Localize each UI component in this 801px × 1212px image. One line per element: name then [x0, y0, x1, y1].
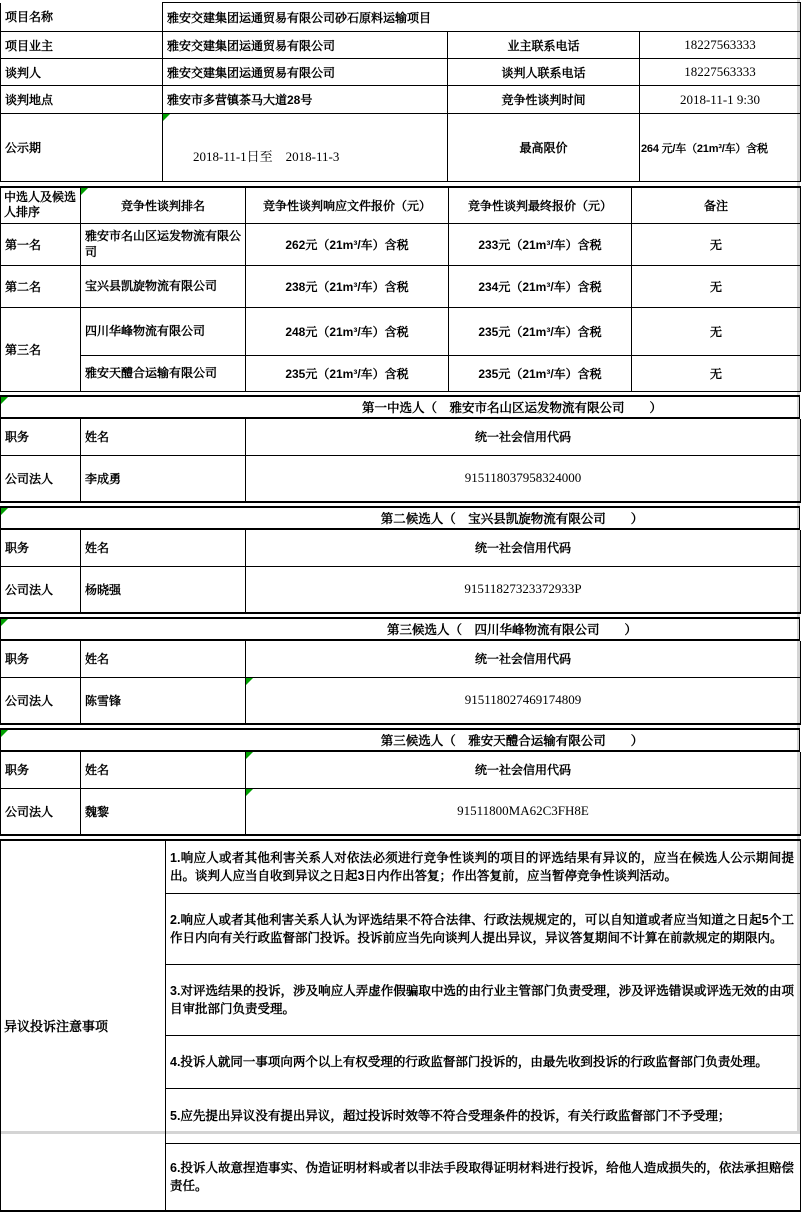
negotiator-label: 谈判人: [1, 59, 163, 86]
credit-code-value: 915118027469174809: [246, 678, 801, 724]
note-cell: 无: [632, 265, 801, 307]
role-cell: 公司法人: [1, 678, 81, 724]
ranking-table: [0, 186, 801, 392]
negotiator-phone-value: 18227563333: [640, 59, 801, 86]
credit-code-header: 统一社会信用代码: [246, 641, 801, 678]
owner-label: 项目业主: [1, 32, 163, 59]
project-name-value: 雅安交建集团运通贸易有限公司砂石原料运输项目: [163, 3, 801, 32]
table-row: [1, 223, 801, 265]
excel-flag-icon: [246, 678, 253, 685]
owner-value: 雅安交建集团运通贸易有限公司: [163, 32, 448, 59]
notice-item: 1.响应人或者其他利害关系人对依法必须进行竞争性谈判的项目的评选结果有异议的，应当在候选人公示期间提出。谈判人应当自收到异议之日起3日内作出答复；作出答复前，应当暂停竞争性谈判活动。: [166, 840, 801, 894]
notice-item: 4.投诉人就同一事项向两个以上有权受理的行政监督部门投诉的，由最先收到投诉的行政监督部门负责处理。: [166, 1035, 801, 1088]
candidate2-detail-table: [0, 530, 801, 614]
final-price-cell: 235元（21m³/车）含税: [449, 307, 632, 355]
winner-detail-table: [0, 419, 801, 503]
name-header: 姓名: [81, 419, 246, 456]
credit-code-header: 统一社会信用代码: [246, 752, 801, 789]
final-price-cell: 234元（21m³/车）含税: [449, 265, 632, 307]
notice-item: 2.响应人或者其他利害关系人认为评选结果不符合法律、行政法规规定的，可以自知道或者应当知道之日起5个工作日内向有关行政监督部门投诉。投诉前应当先向谈判人提出异议，异议答复期间不计算在前款规定的期限内。: [166, 893, 801, 964]
negotiation-time-label: 竞争性谈判时间: [448, 86, 640, 114]
role-cell: 公司法人: [1, 789, 81, 835]
role-header: 职务: [1, 752, 81, 789]
doc-price-cell: 262元（21m³/车）含税: [246, 223, 449, 265]
excel-flag-icon: [246, 752, 253, 759]
excel-flag-icon: [246, 789, 253, 796]
role-header: 职务: [1, 530, 81, 567]
table-row: [1, 265, 801, 307]
table-row: [1, 355, 801, 391]
rank-cell: 第三名: [1, 307, 81, 391]
doc-price-cell: 248元（21m³/车）含税: [246, 307, 449, 355]
venue-label: 谈判地点: [1, 86, 163, 114]
excel-flag-icon: [81, 188, 88, 195]
notice-item: 6.投诉人故意捏造事实、伪造证明材料或者以非法手段取得证明材料进行投诉，给他人造成损失的，依法承担赔偿责任。: [166, 1143, 801, 1211]
legal-person-name: 李成勇: [81, 456, 246, 502]
company-cell: 雅安市名山区运发物流有限公司: [81, 223, 246, 265]
notice-item: 5.应先提出异议没有提出异议，超过投诉时效等不符合受理条件的投诉，有关行政监督部门不予受理；: [166, 1088, 801, 1143]
candidate3-detail-table: [0, 641, 801, 725]
venue-value: 雅安市多营镇茶马大道28号: [163, 86, 448, 114]
excel-flag-icon: [1, 619, 8, 626]
excel-flag-icon: [163, 114, 170, 121]
negotiation-time-value: 2018-11-1 9:30: [640, 86, 801, 114]
role-header: 职务: [1, 419, 81, 456]
company-cell: 四川华峰物流有限公司: [81, 307, 246, 355]
owner-phone-value: 18227563333: [640, 32, 801, 59]
negotiator-phone-label: 谈判人联系电话: [448, 59, 640, 86]
publicity-period-value: 2018-11-1日至 2018-11-3: [163, 114, 448, 182]
name-header: 姓名: [81, 530, 246, 567]
col-header-negotiation-rank: 竞争性谈判排名: [81, 187, 246, 223]
name-header: 姓名: [81, 641, 246, 678]
excel-flag-icon: [1, 508, 8, 515]
project-name-label: 项目名称: [1, 3, 163, 32]
note-cell: 无: [632, 355, 801, 391]
rank-cell: 第二名: [1, 265, 81, 307]
negotiator-value: 雅安交建集团运通贸易有限公司: [163, 59, 448, 86]
note-cell: 无: [632, 307, 801, 355]
doc-price-cell: 238元（21m³/车）含税: [246, 265, 449, 307]
notice-table: [0, 839, 801, 1212]
candidate2-band: 第二候选人（ 宝兴县凯旋物流有限公司 ）: [0, 506, 800, 530]
excel-flag-icon: [1, 397, 8, 404]
col-header-note: 备注: [632, 187, 801, 223]
name-header: 姓名: [81, 752, 246, 789]
col-header-rank-order: 中选人及候选人排序: [1, 187, 81, 223]
credit-code-value: 91511827323372933P: [246, 567, 801, 613]
legal-person-name: 魏黎: [81, 789, 246, 835]
credit-code-header: 统一社会信用代码: [246, 530, 801, 567]
owner-phone-label: 业主联系电话: [448, 32, 640, 59]
doc-price-cell: 235元（21m³/车）含税: [246, 355, 449, 391]
candidate3b-band: 第三候选人（ 雅安天醴合运输有限公司 ）: [0, 728, 800, 752]
legal-person-name: 陈雪锋: [81, 678, 246, 724]
company-cell: 宝兴县凯旋物流有限公司: [81, 265, 246, 307]
notice-item: 3.对评选结果的投诉，涉及响应人弄虚作假骗取中选的由行业主管部门负责受理，涉及评选错误或评选无效的由项目审批部门负责受理。: [166, 964, 801, 1035]
col-header-doc-price: 竞争性谈判响应文件报价（元）: [246, 187, 449, 223]
candidate3-band: 第三候选人（ 四川华峰物流有限公司 ）: [0, 617, 800, 641]
project-info-table: [0, 2, 801, 182]
role-header: 职务: [1, 641, 81, 678]
publicity-period-label: 公示期: [1, 114, 163, 182]
rank-cell: 第一名: [1, 223, 81, 265]
col-header-final-price: 竞争性谈判最终报价（元）: [449, 187, 632, 223]
final-price-cell: 235元（21m³/车）含税: [449, 355, 632, 391]
excel-flag-icon: [1, 730, 8, 737]
role-cell: 公司法人: [1, 567, 81, 613]
credit-code-value: 915118037958324000: [246, 456, 801, 502]
notice-label: 异议投诉注意事项: [1, 840, 166, 1211]
credit-code-value: 91511800MA62C3FH8E: [246, 789, 801, 835]
max-price-label: 最高限价: [448, 114, 640, 182]
winner-band: 第一中选人（ 雅安市名山区运发物流有限公司 ）: [0, 395, 800, 419]
role-cell: 公司法人: [1, 456, 81, 502]
max-price-value: 264 元/车（21m³/车）含税: [640, 114, 801, 182]
note-cell: 无: [632, 223, 801, 265]
credit-code-header: 统一社会信用代码: [246, 419, 801, 456]
table-row: [1, 307, 801, 355]
final-price-cell: 233元（21m³/车）含税: [449, 223, 632, 265]
company-cell: 雅安天醴合运输有限公司: [81, 355, 246, 391]
legal-person-name: 杨晓强: [81, 567, 246, 613]
candidate3b-detail-table: [0, 752, 801, 836]
